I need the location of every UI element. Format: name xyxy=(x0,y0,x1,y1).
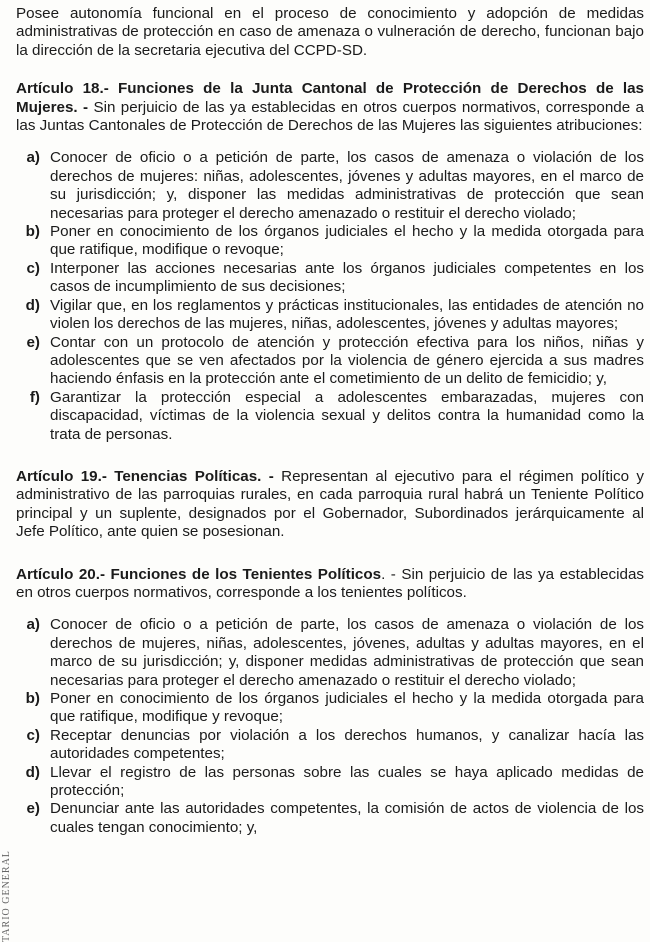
item-letter: d) xyxy=(25,763,40,781)
article-19-title: Artículo 19.- Tenencias Políticas. - xyxy=(16,467,274,485)
article-20-body: . - Sin perjuicio de las ya establecidas en otros cuerpos normativos, corresponde a los tenientes políticos. xyxy=(16,565,644,601)
item-text: Conocer de oficio o a petición de parte, los casos de amenaza o violación de los derechos de mujeres: niñas, adolescentes, jóvenes y adultas mayores, en el marco de su jurisdicción; y, disponer las medidas administrativas de protección que sean necesarias para proteger el derecho amenazado o restituir el derecho violado; xyxy=(50,149,644,222)
document-page xyxy=(16,5,644,837)
intro-paragraph: Posee autonomía funcional en el proceso de conocimiento y adopción de medidas administrativas de protección en caso de amenaza o vulneración de derecho, funcionan bajo la dirección de la secretaria ejecutiva del CCPD-SD. xyxy=(16,5,644,59)
item-letter: c) xyxy=(26,726,40,744)
item-text: Vigilar que, en los reglamentos y prácticas institucionales, las entidades de atención no violen los derechos de las mujeres, niñas, adolescentes, jóvenes y adultas mayores; xyxy=(50,296,644,333)
article-18 xyxy=(16,80,644,135)
article-19 xyxy=(16,468,644,542)
item-text: Conocer de oficio o a petición de parte, los casos de amenaza o violación de los derechos de mujeres, niñas, adolescentes, jóvenes, adultas y adultas mayores, en el marco de su jurisdicción; y, disponer medidas administrativas de protección que sean necesarias para proteger el derecho amenazado o restituir el derecho violado; xyxy=(50,616,644,689)
item-text: Interponer las acciones necesarias ante los órganos judiciales competentes en los casos de incumplimiento de sus decisiones; xyxy=(50,259,644,296)
item-text: Llevar el registro de las personas sobre las cuales se haya aplicado medidas de protección; xyxy=(50,763,644,800)
list-item xyxy=(16,260,644,297)
list-item xyxy=(16,800,644,837)
item-letter: c) xyxy=(26,259,40,277)
item-text: Contar con un protocolo de atención y protección efectiva para los niños, niñas y adolescentes que se ven afectados por la violencia de género ejercida a sus madres haciendo énfasis en la protección ante el cometimiento de un delito de femicidio; y, xyxy=(50,333,644,388)
item-text: Denunciar ante las autoridades competentes, la comisión de actos de violencia de los cuales tengan conocimiento; y, xyxy=(50,800,644,836)
item-letter: f) xyxy=(29,388,40,406)
article-20 xyxy=(16,566,644,603)
article-18-list xyxy=(16,149,644,444)
item-text: Poner en conocimiento de los órganos judiciales el hecho y la medida otorgada para que ratifique, modifique y revoque; xyxy=(50,690,644,726)
item-letter: a) xyxy=(26,149,40,167)
item-letter: a) xyxy=(26,616,40,634)
item-letter: b) xyxy=(25,690,40,707)
article-18-body: Sin perjuicio de las ya establecidas en otros cuerpos normativos, corresponde a las Juntas Cantonales de Protección de Derechos de las Mujeres las siguientes atribuciones: xyxy=(16,98,644,135)
item-letter: e) xyxy=(26,333,40,351)
list-item xyxy=(16,389,644,444)
list-item xyxy=(16,223,644,260)
article-20-title: Artículo 20.- Funciones de los Tenientes Políticos xyxy=(16,565,382,583)
side-stamp: TARIO GENERAL xyxy=(1,850,12,942)
item-text: Garantizar la protección especial a adolescentes embarazadas, mujeres con discapacidad, víctimas de la violencia sexual y delitos contra la humanidad como la trata de personas. xyxy=(50,388,644,443)
list-item xyxy=(16,334,644,389)
list-item xyxy=(16,616,644,690)
article-20-list xyxy=(16,616,644,837)
article-18-title: Artículo 18.- Funciones de la Junta Cantonal de Protección de Derechos de las Mujeres. - xyxy=(16,80,644,116)
item-text: Receptar denuncias por violación a los derechos humanos, y canalizar hacía las autoridades competentes; xyxy=(50,726,644,763)
item-letter: e) xyxy=(26,800,40,818)
list-item xyxy=(16,690,644,727)
article-19-body: Representan al ejecutivo para el régimen político y administrativo de las parroquias rurales, en cada parroquia rural habrá un Teniente Político principal y un suplente, designados por el Gobernador, Subordinados jerárquicamente al Jefe Político, ante quien se posesionan. xyxy=(16,467,644,541)
item-letter: b) xyxy=(25,223,40,241)
list-item xyxy=(16,297,644,334)
list-item xyxy=(16,149,644,223)
item-text: Poner en conocimiento de los órganos judiciales el hecho y la medida otorgada para que ratifique, modifique o revoque; xyxy=(50,223,644,259)
item-letter: d) xyxy=(25,296,40,314)
list-item xyxy=(16,764,644,801)
list-item xyxy=(16,727,644,764)
